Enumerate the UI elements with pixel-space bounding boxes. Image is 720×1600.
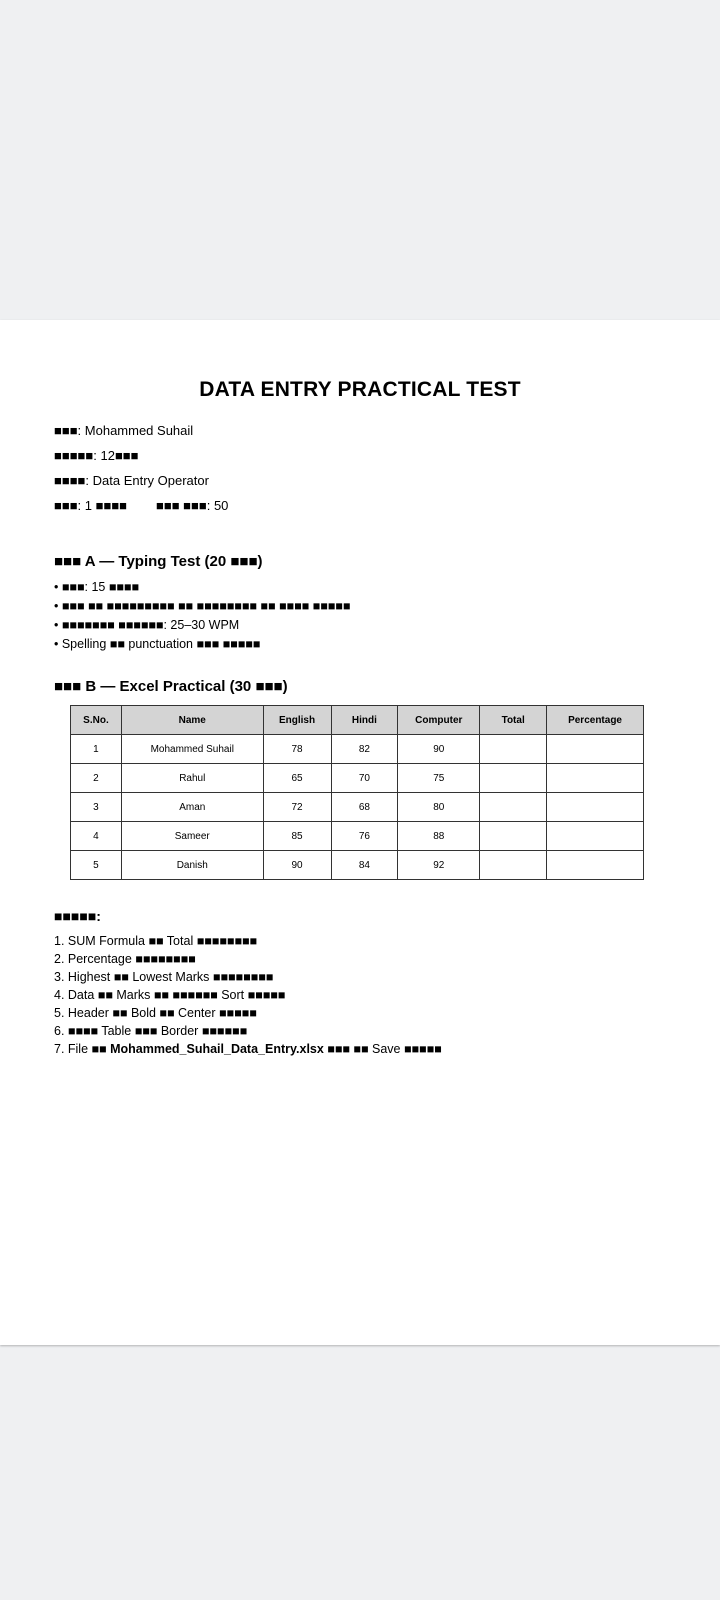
cell-computer: 88 bbox=[398, 822, 480, 851]
cell-percentage bbox=[547, 822, 644, 851]
section-a-heading: ■■■ A — Typing Test (20 ■■■) bbox=[54, 553, 263, 570]
page-title: DATA ENTRY PRACTICAL TEST bbox=[199, 378, 521, 401]
cell-name: Rahul bbox=[121, 764, 263, 793]
table-row bbox=[71, 822, 644, 851]
cell-name: Aman bbox=[121, 793, 263, 822]
cell-computer: 92 bbox=[398, 851, 480, 880]
document-page bbox=[0, 320, 720, 1345]
header-total: Total bbox=[480, 706, 547, 735]
section-a-bullets bbox=[54, 578, 350, 654]
instructions-list bbox=[54, 932, 442, 1058]
cell-computer: 75 bbox=[398, 764, 480, 793]
cell-english: 72 bbox=[263, 793, 331, 822]
cell-hindi: 82 bbox=[331, 735, 398, 764]
instruction-item: 2. Percentage ■■■■■■■■ bbox=[54, 952, 196, 966]
marks-table bbox=[70, 705, 644, 880]
bullet-item: • ■■■ ■■ ■■■■■■■■■ ■■ ■■■■■■■■ ■■ ■■■■ ■■■■■ bbox=[54, 599, 351, 613]
info-time: ■■■: 1 ■■■■ bbox=[54, 498, 128, 513]
instruction-item: 5. Header ■■ Bold ■■ Center ■■■■■ bbox=[54, 1006, 257, 1020]
table-row bbox=[71, 735, 644, 764]
cell-sno: 2 bbox=[71, 764, 122, 793]
instruction-item bbox=[54, 1040, 442, 1058]
instruction-item: 1. SUM Formula ■■ Total ■■■■■■■■ bbox=[54, 934, 258, 948]
cell-computer: 80 bbox=[398, 793, 480, 822]
instruction-prefix: 7. File ■■ bbox=[54, 1042, 111, 1056]
cell-computer: 90 bbox=[398, 735, 480, 764]
header-hindi: Hindi bbox=[331, 706, 398, 735]
cell-english: 90 bbox=[263, 851, 331, 880]
cell-total bbox=[480, 851, 547, 880]
cell-sno: 1 bbox=[71, 735, 122, 764]
filename: Mohammed_Suhail_Data_Entry.xlsx bbox=[110, 1042, 324, 1056]
table-row bbox=[71, 851, 644, 880]
cell-total bbox=[480, 793, 547, 822]
cell-english: 65 bbox=[263, 764, 331, 793]
cell-sno: 3 bbox=[71, 793, 122, 822]
cell-english: 78 bbox=[263, 735, 331, 764]
instruction-item: 6. ■■■■ Table ■■■ Border ■■■■■■ bbox=[54, 1024, 248, 1038]
info-class: ■■■■■: 12■■■ bbox=[54, 448, 139, 463]
header-computer: Computer bbox=[398, 706, 480, 735]
instruction-item: 4. Data ■■ Marks ■■ ■■■■■■ Sort ■■■■■ bbox=[54, 988, 286, 1002]
info-total-marks: ■■■ ■■■: 50 bbox=[156, 498, 229, 513]
cell-hindi: 70 bbox=[331, 764, 398, 793]
info-post: ■■■■: Data Entry Operator bbox=[54, 473, 209, 488]
cell-hindi: 68 bbox=[331, 793, 398, 822]
bullet-item: • ■■■■■■■ ■■■■■■: 25–30 WPM bbox=[54, 618, 240, 632]
cell-hindi: 76 bbox=[331, 822, 398, 851]
instructions-heading: ■■■■■: bbox=[54, 908, 101, 924]
header-percentage: Percentage bbox=[547, 706, 644, 735]
header-name: Name bbox=[121, 706, 263, 735]
cell-percentage bbox=[547, 764, 644, 793]
section-b-heading: ■■■ B — Excel Practical (30 ■■■) bbox=[54, 678, 288, 695]
header-sno: S.No. bbox=[71, 706, 122, 735]
cell-total bbox=[480, 764, 547, 793]
table-row bbox=[71, 764, 644, 793]
cell-percentage bbox=[547, 851, 644, 880]
cell-name: Mohammed Suhail bbox=[121, 735, 263, 764]
cell-english: 85 bbox=[263, 822, 331, 851]
table-header-row bbox=[71, 706, 644, 735]
cell-percentage bbox=[547, 735, 644, 764]
bullet-item: • ■■■: 15 ■■■■ bbox=[54, 580, 140, 594]
cell-total bbox=[480, 735, 547, 764]
cell-percentage bbox=[547, 793, 644, 822]
header-english: English bbox=[263, 706, 331, 735]
cell-name: Sameer bbox=[121, 822, 263, 851]
cell-name: Danish bbox=[121, 851, 263, 880]
bullet-item: • Spelling ■■ punctuation ■■■ ■■■■■ bbox=[54, 637, 261, 651]
cell-sno: 5 bbox=[71, 851, 122, 880]
table-row bbox=[71, 793, 644, 822]
cell-sno: 4 bbox=[71, 822, 122, 851]
cell-total bbox=[480, 822, 547, 851]
instruction-suffix: ■■■ ■■ Save ■■■■■ bbox=[323, 1042, 442, 1056]
instruction-item: 3. Highest ■■ Lowest Marks ■■■■■■■■ bbox=[54, 970, 274, 984]
cell-hindi: 84 bbox=[331, 851, 398, 880]
info-name: ■■■: Mohammed Suhail bbox=[54, 423, 194, 438]
